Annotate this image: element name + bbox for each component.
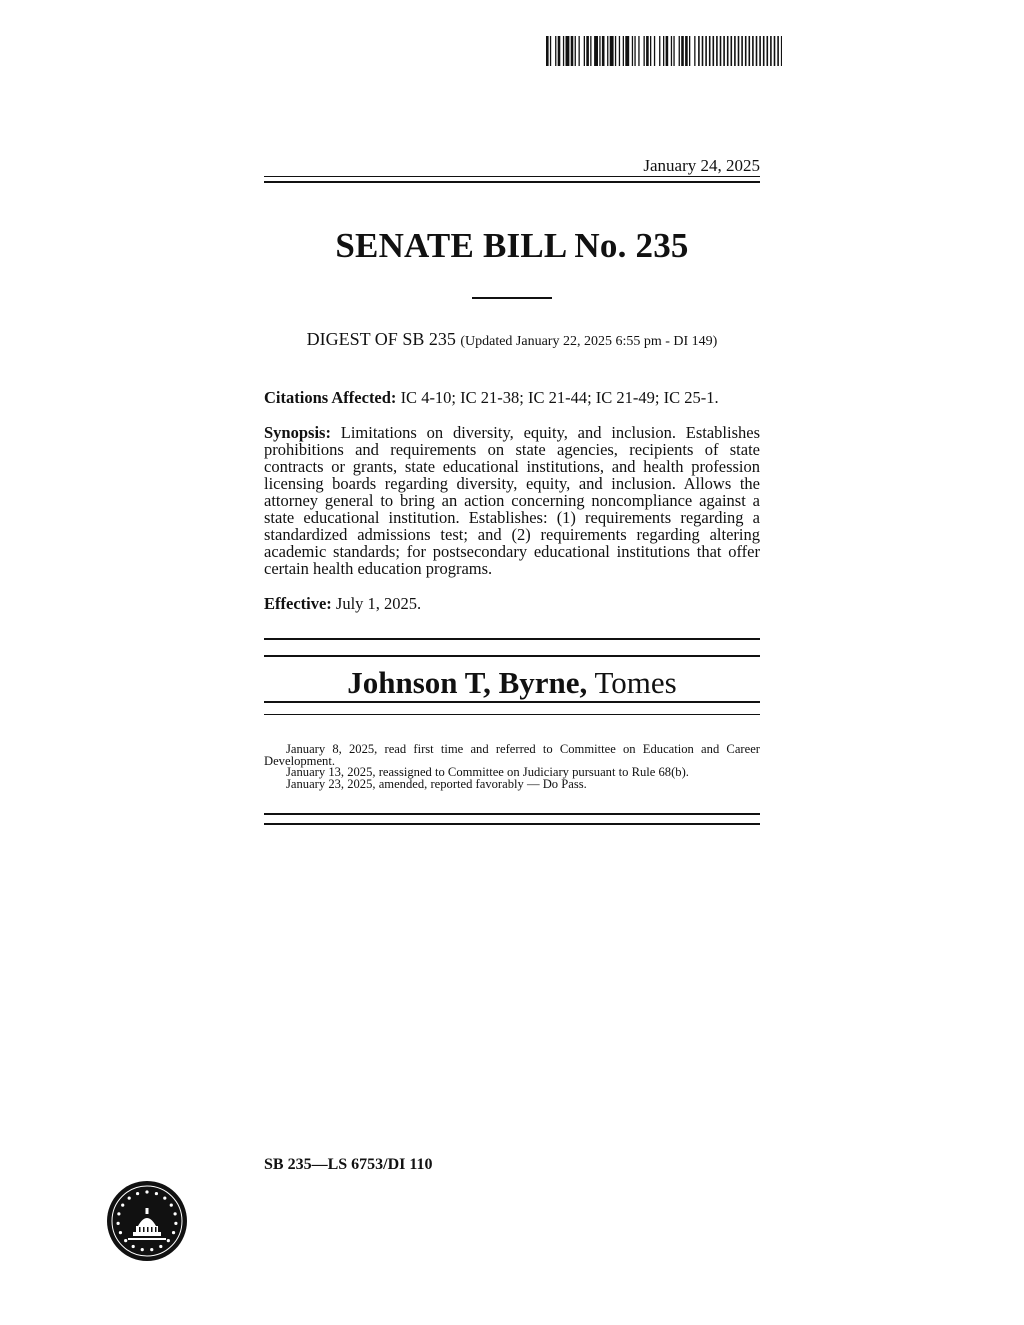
authors-rule-top-2: [264, 655, 760, 657]
barcode-icon: [546, 36, 782, 66]
primary-authors: Johnson T, Byrne,: [347, 665, 588, 700]
citations-text: IC 4-10; IC 21-38; IC 21-44; IC 21-49; IC 25-1.: [400, 388, 719, 407]
digest-updated: (Updated January 22, 2025 6:55 pm - DI 149): [460, 334, 718, 349]
document-date: January 24, 2025: [643, 156, 760, 175]
header-rule-thin: [264, 176, 760, 177]
authors-rule-bottom-1: [264, 701, 760, 703]
title-divider: [472, 297, 552, 299]
synopsis: [264, 424, 760, 577]
history-entry: January 13, 2025, reassigned to Committee on Judiciary pursuant to Rule 68(b).: [286, 765, 689, 779]
bill-code: SB 235—LS 6753/DI 110: [264, 1156, 433, 1173]
history-rule-1: [264, 813, 760, 815]
digest-title: DIGEST OF SB 235: [306, 329, 456, 349]
effective-label: Effective:: [264, 594, 332, 613]
citations-label: Citations Affected:: [264, 388, 397, 407]
effective-date: [264, 595, 760, 612]
legislative-history: [264, 744, 760, 790]
effective-text: July 1, 2025.: [335, 594, 422, 613]
history-rule-2: [264, 823, 760, 825]
header-rule-thick: [264, 181, 760, 183]
bill-authors: [264, 665, 760, 701]
history-entry: January 8, 2025, read first time and referred to Committee on Education and Career Development.: [264, 742, 760, 768]
history-entry: January 23, 2025, amended, reported favorably — Do Pass.: [286, 776, 587, 791]
bill-title: SENATE BILL No. 235: [335, 226, 689, 265]
secondary-authors: Tomes: [594, 665, 677, 700]
synopsis-label: Synopsis:: [264, 423, 331, 442]
authors-rule-top-1: [264, 638, 760, 640]
synopsis-text: Limitations on diversity, equity, and inclusion. Establishes prohibitions and requirements on state agencies, recipients of state contracts or grants, state educational institutions, and health profession licensing boards regarding diversity, equity, and inclusion. Allows the attorney general to bring an action concerning noncompliance against a state educational institution. Establishes: (1) requirements regarding a standardized admissions test; and (2) requirements regarding altering academic standards; for postsecondary educational institutions that offer certain health education programs.: [264, 423, 760, 578]
statehouse-seal-icon: [106, 1180, 188, 1262]
authors-rule-bottom-2: [264, 714, 760, 715]
digest-heading: [264, 329, 760, 350]
citations-affected: [264, 389, 760, 406]
